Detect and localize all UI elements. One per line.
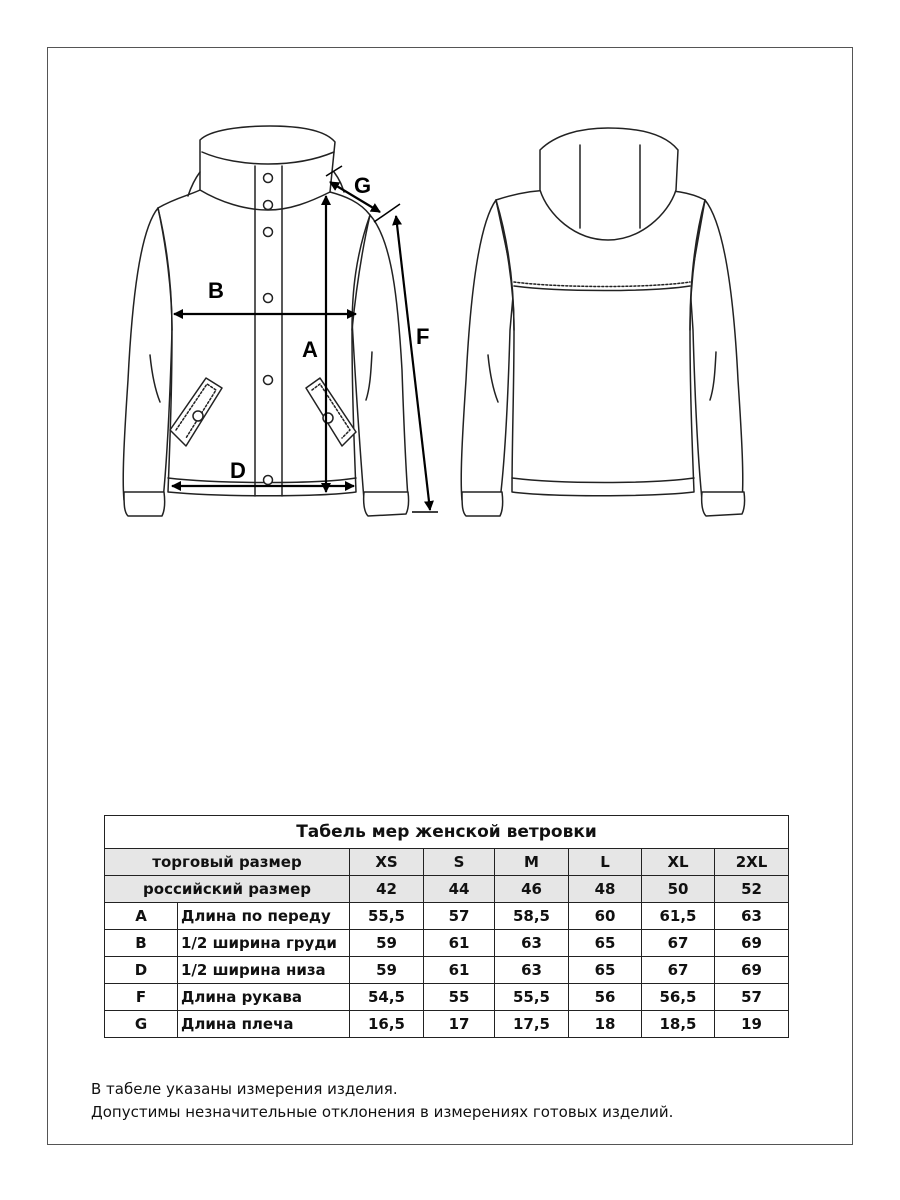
cell: S xyxy=(424,849,495,876)
cell: 55,5 xyxy=(350,903,424,930)
cell: 59 xyxy=(350,957,424,984)
table-row-trade-size xyxy=(105,849,789,876)
cell: 65 xyxy=(569,957,642,984)
table-row xyxy=(105,984,789,1011)
cell: 56,5 xyxy=(642,984,715,1011)
row-label: торговый размер xyxy=(105,849,350,876)
cell: 50 xyxy=(642,876,715,903)
footnotes xyxy=(91,1078,673,1124)
measure-code: G xyxy=(105,1011,178,1038)
cell: 61 xyxy=(424,957,495,984)
cell: 69 xyxy=(715,930,789,957)
cell: 52 xyxy=(715,876,789,903)
jacket-back-view xyxy=(461,128,744,516)
cell: 48 xyxy=(569,876,642,903)
label-d: D xyxy=(230,458,246,483)
measure-code: F xyxy=(105,984,178,1011)
cell: 57 xyxy=(715,984,789,1011)
cell: 17,5 xyxy=(495,1011,569,1038)
footnote-line: В табеле указаны измерения изделия. xyxy=(91,1080,398,1098)
front-body xyxy=(158,190,370,496)
front-right-cuff xyxy=(364,492,409,516)
cell: 19 xyxy=(715,1011,789,1038)
back-right-cuff xyxy=(702,492,745,516)
cell: M xyxy=(495,849,569,876)
cell: 69 xyxy=(715,957,789,984)
back-left-cuff xyxy=(462,492,503,516)
table-title: Табель мер женской ветровки xyxy=(105,816,789,849)
cell: 63 xyxy=(715,903,789,930)
label-a: A xyxy=(302,337,318,362)
cell: 60 xyxy=(569,903,642,930)
front-hood-collar xyxy=(200,126,335,210)
back-right-sleeve xyxy=(690,200,743,500)
cell: 55 xyxy=(424,984,495,1011)
cell: XL xyxy=(642,849,715,876)
cell: L xyxy=(569,849,642,876)
cell: 44 xyxy=(424,876,495,903)
cell: 18 xyxy=(569,1011,642,1038)
front-left-cuff xyxy=(124,492,165,516)
cell: 65 xyxy=(569,930,642,957)
cell: 18,5 xyxy=(642,1011,715,1038)
measure-name: Длина плеча xyxy=(178,1011,350,1038)
cell: 42 xyxy=(350,876,424,903)
cell: 46 xyxy=(495,876,569,903)
table-row xyxy=(105,957,789,984)
measure-code: B xyxy=(105,930,178,957)
cell: 61 xyxy=(424,930,495,957)
cell: 61,5 xyxy=(642,903,715,930)
measure-name: 1/2 ширина груди xyxy=(178,930,350,957)
cell: 56 xyxy=(569,984,642,1011)
footnote-line: Допустимы незначительные отклонения в измерениях готовых изделий. xyxy=(91,1103,674,1121)
cell: 2XL xyxy=(715,849,789,876)
cell: 55,5 xyxy=(495,984,569,1011)
measure-code: D xyxy=(105,957,178,984)
row-label: российский размер xyxy=(105,876,350,903)
label-b: B xyxy=(208,278,224,303)
table-row-russian-size xyxy=(105,876,789,903)
cell: 63 xyxy=(495,930,569,957)
cell: 54,5 xyxy=(350,984,424,1011)
cell: 16,5 xyxy=(350,1011,424,1038)
cell: 67 xyxy=(642,930,715,957)
cell: 57 xyxy=(424,903,495,930)
measure-name: 1/2 ширина низа xyxy=(178,957,350,984)
table-row xyxy=(105,930,789,957)
measure-code: A xyxy=(105,903,178,930)
cell: XS xyxy=(350,849,424,876)
cell: 59 xyxy=(350,930,424,957)
cell: 17 xyxy=(424,1011,495,1038)
measure-name: Длина по переду xyxy=(178,903,350,930)
label-f: F xyxy=(416,324,430,349)
table-row xyxy=(105,1011,789,1038)
cell: 58,5 xyxy=(495,903,569,930)
measure-name: Длина рукава xyxy=(178,984,350,1011)
label-g: G xyxy=(354,173,372,198)
table-row xyxy=(105,903,789,930)
cell: 63 xyxy=(495,957,569,984)
cell: 67 xyxy=(642,957,715,984)
size-chart-table xyxy=(104,815,789,1038)
